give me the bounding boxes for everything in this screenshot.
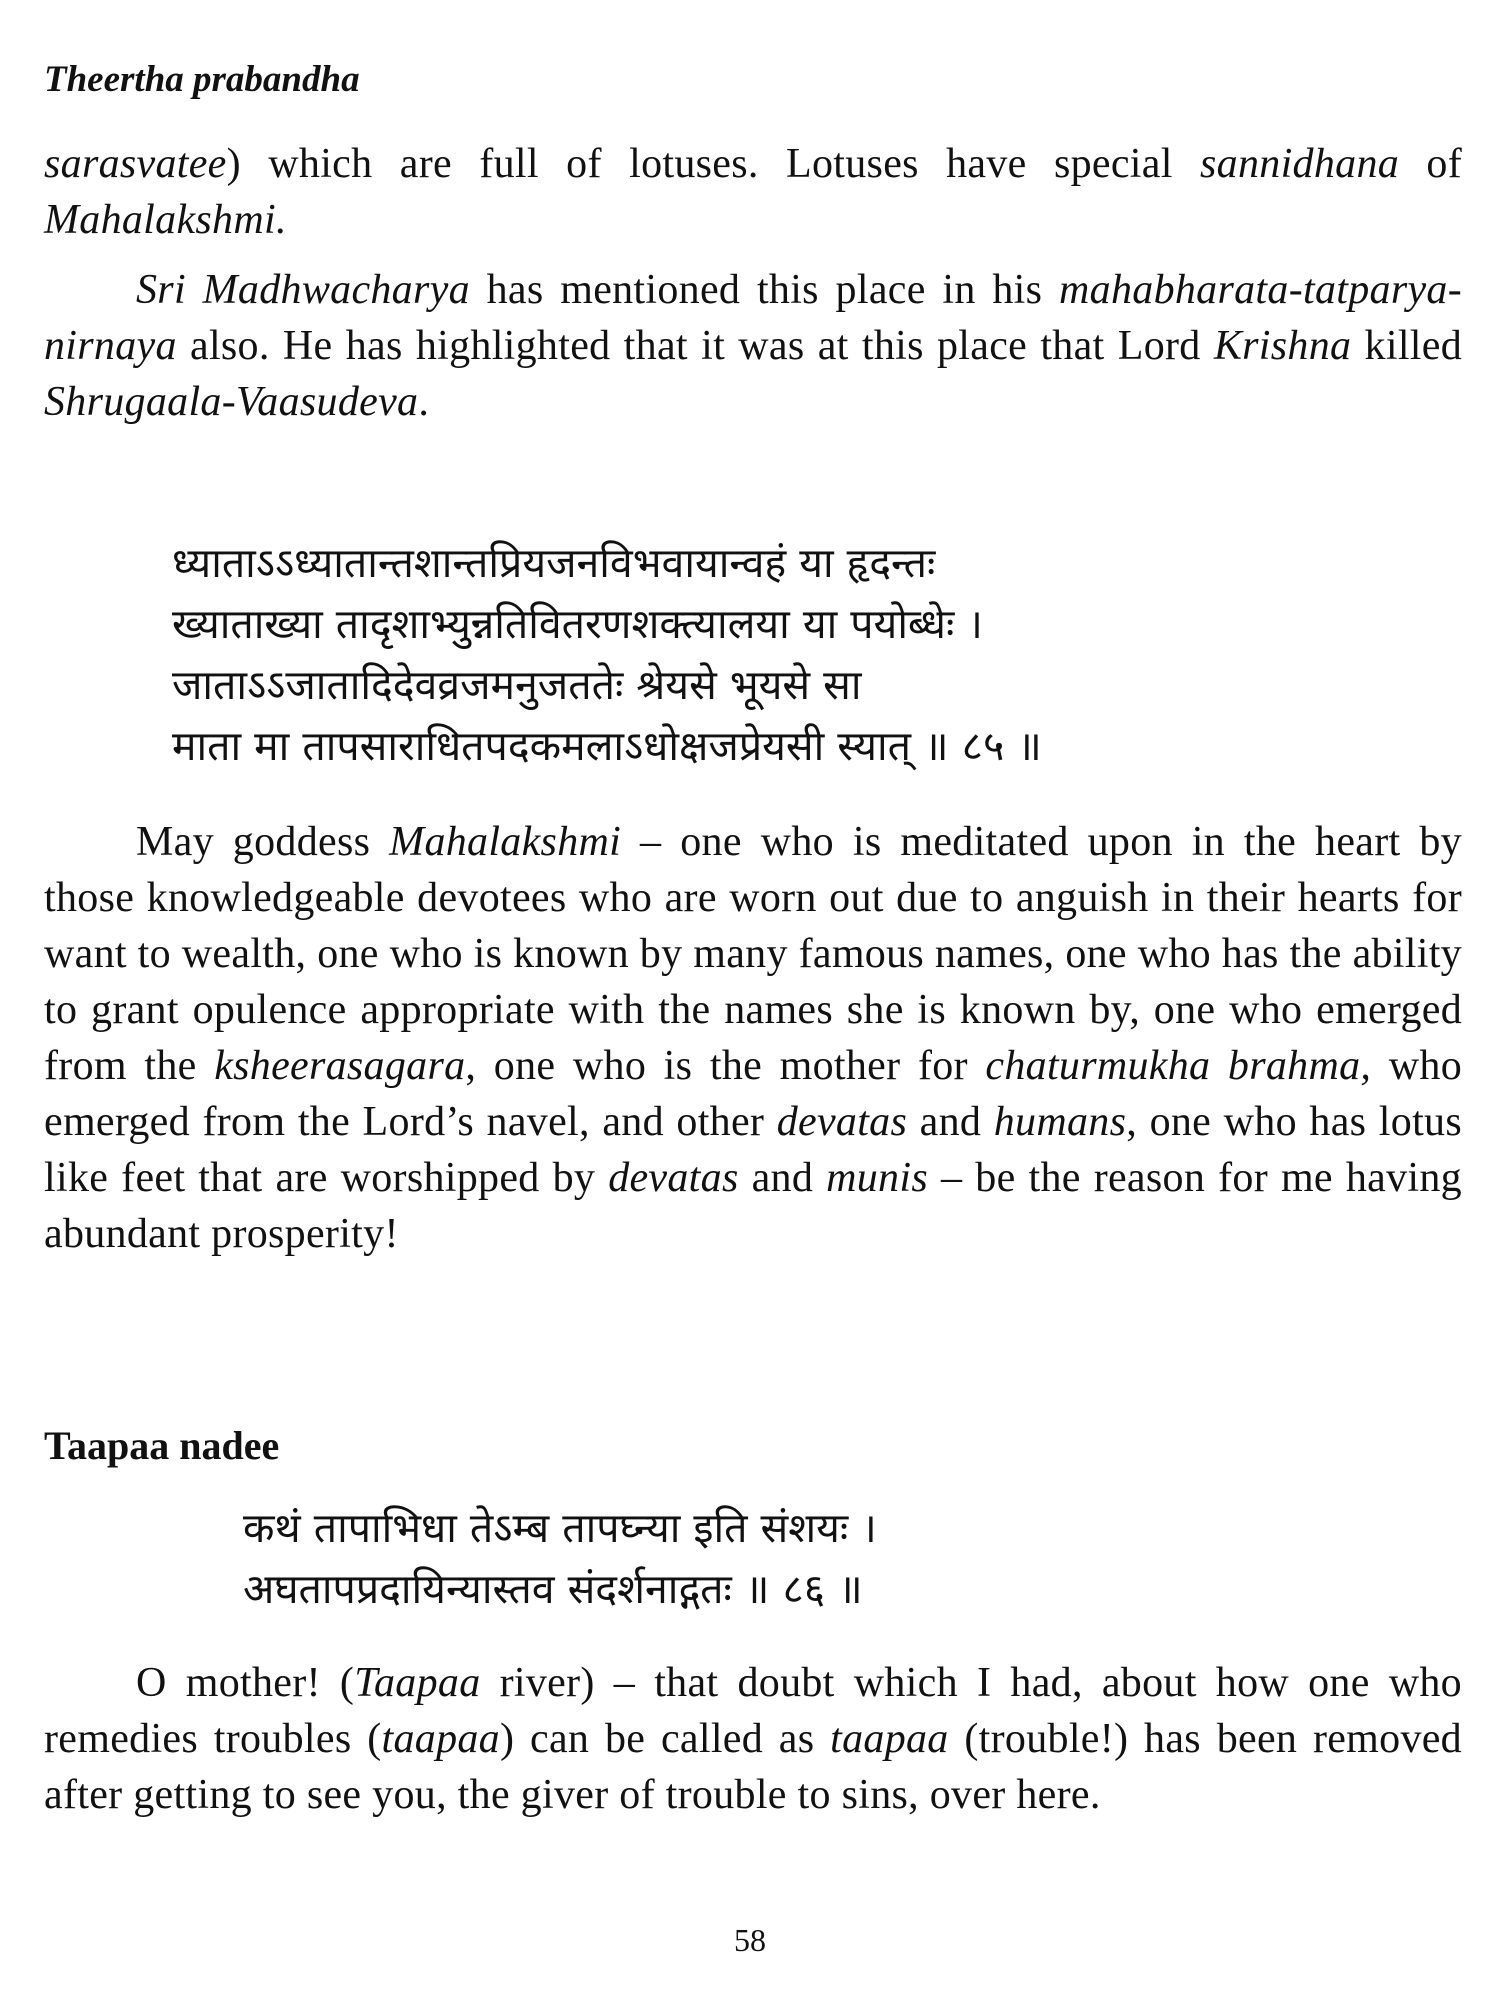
paragraph-lotuses: [44, 136, 1462, 248]
term-taapaa: taapaa: [381, 1716, 500, 1762]
text-span: – one who is meditated upon in the heart by those knowledgeable devotees who are worn out due to anguish in their hearts for want to wealth, one who is known by many famous names, one who has the ability to grant opulence appropriate with the names she is known by, one who emerged from the: [44, 819, 1462, 1089]
text-span: river) – that doubt which I had, about how one who remedies troubles (: [44, 1660, 1462, 1762]
term-humans: humans: [993, 1099, 1127, 1145]
verse-line: ध्याताऽऽध्यातान्तशान्तप्रियजनविभवायान्वहं या हृदन्तः: [172, 539, 936, 587]
sanskrit-verse-85: [172, 533, 1042, 777]
text-span: May goddess: [136, 819, 390, 865]
verse-line: अघतापप्रदायिन्यास्तव संदर्शनाद्गतः ॥ ८६ ॥: [243, 1565, 863, 1613]
verse-line: जाताऽऽजातादिदेवव्रजमनुजततेः श्रेयसे भूयसे सा: [172, 661, 862, 709]
text-span: who emerged from the Lord’s navel, and other: [44, 1043, 1463, 1145]
text-span: of: [1399, 141, 1462, 187]
text-span: ) can be called as: [500, 1716, 831, 1762]
text-span: ) which are full of lotuses. Lotuses have special: [226, 141, 1201, 187]
term-devatas: devatas: [776, 1099, 908, 1145]
verse-line: ख्याताख्या तादृशाभ्युन्नतिवितरणशक्त्यालया या पयोब्धेः ।: [172, 600, 983, 648]
verse-line: कथं तापाभिधा तेऽम्ब तापघ्न्या इति संशयः ।: [243, 1504, 877, 1552]
paragraph-verse-85-translation: [44, 814, 1462, 1262]
text-span: also. He has highlighted that it was at this place that Lord: [176, 323, 1214, 369]
text-span: and: [907, 1099, 994, 1145]
term-taapaa: Taapaa: [354, 1660, 481, 1706]
text-span: .: [418, 379, 430, 425]
term-sarasvatee: sarasvatee: [44, 141, 227, 187]
term-mahalakshmi: Mahalakshmi: [389, 819, 622, 865]
text-span: O mother! (: [136, 1660, 355, 1706]
term-sannidhana: sannidhana: [1200, 141, 1400, 187]
term-shrugaala-vaasudeva: Shrugaala-Vaasudeva: [44, 379, 419, 425]
paragraph-madhwacharya: [44, 262, 1462, 430]
term-ksheerasagara: ksheerasagara: [214, 1043, 466, 1089]
paragraph-verse-86-translation: [44, 1655, 1462, 1823]
term-taapaa: taapaa: [830, 1716, 949, 1762]
section-heading: Taapaa nadee: [44, 1423, 280, 1468]
page-number: 58: [734, 1922, 766, 1958]
text-span: and: [738, 1155, 827, 1201]
term-chaturmukha-brahma: chaturmukha brahma,: [985, 1043, 1372, 1089]
term-munis: munis: [826, 1155, 928, 1201]
text-span: – be the reason for me having abundant prosperity!: [44, 1155, 1462, 1257]
text-span: (trouble!) has been removed after getting to see you, the giver of trouble to sins, over here.: [44, 1716, 1462, 1818]
term-devatas: devatas: [608, 1155, 739, 1201]
sanskrit-verse-86: [243, 1498, 877, 1620]
running-title: Theertha prabandha: [44, 59, 360, 100]
term-sri-madhwacharya: Sri Madhwacharya: [136, 267, 470, 313]
text-span: has mentioned this place in his: [469, 267, 1060, 313]
term-krishna: Krishna: [1213, 323, 1352, 369]
verse-line: माता मा तापसाराधितपदकमलाऽधोक्षजप्रेयसी स्यात् ॥ ८५ ॥: [172, 722, 1042, 770]
term-tatparya-nirnaya: mahabharata-tatparya-nirnaya: [44, 267, 1462, 369]
text-span: , one who has lotus like feet that are worshipped by: [44, 1099, 1462, 1201]
text-span: killed: [1351, 323, 1462, 369]
text-span: , one who is the mother for: [465, 1043, 986, 1089]
term-mahalakshmi: Mahalakshmi.: [44, 197, 287, 243]
